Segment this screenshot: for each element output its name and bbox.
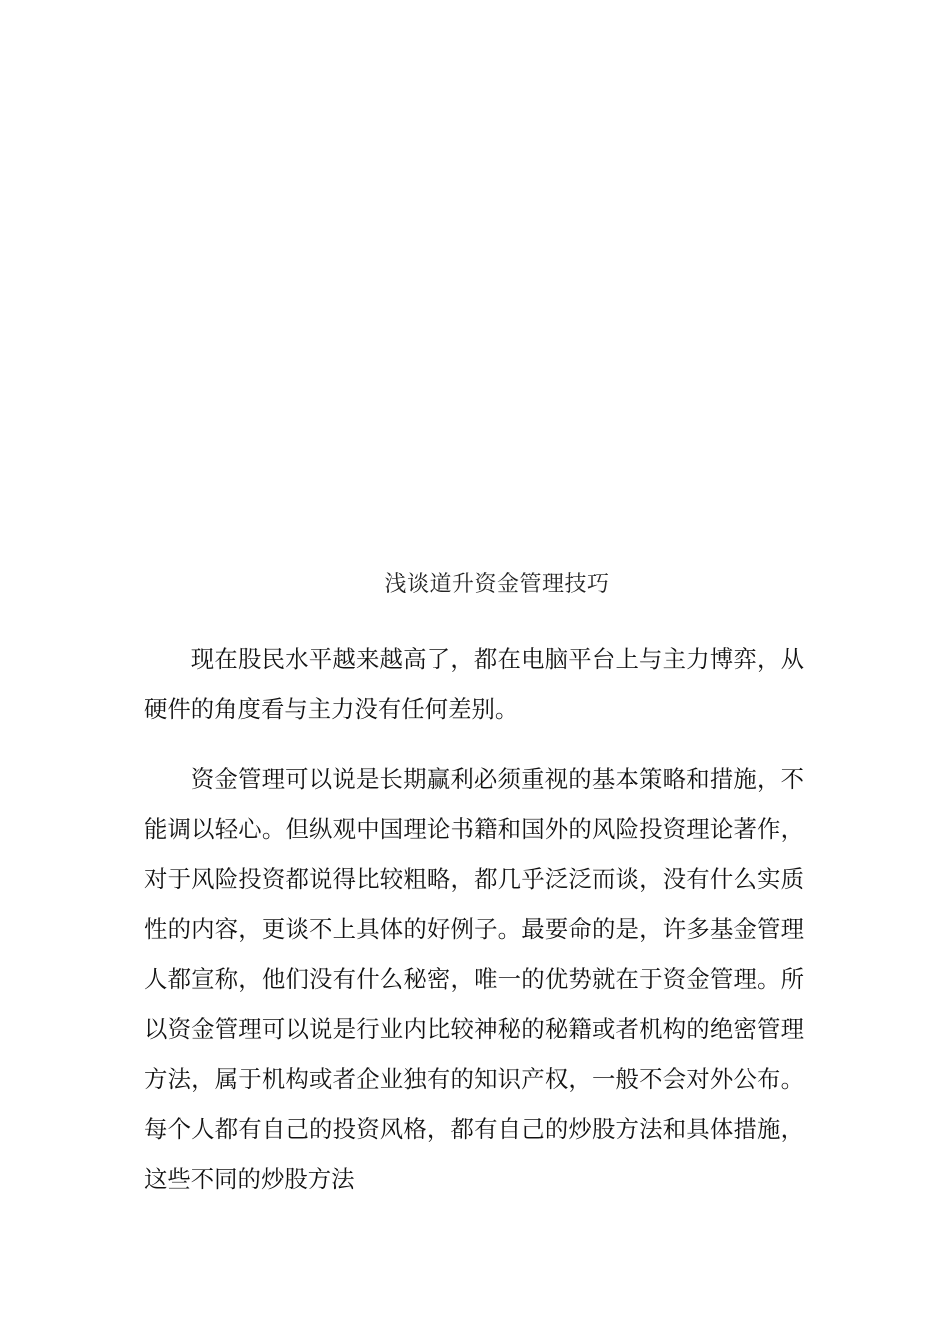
paragraph-2: 资金管理可以说是长期赢利必须重视的基本策略和措施，不能调以轻心。但纵观中国理论书籍和国外的风险投资理论著作，对于风险投资都说得比较粗略，都几乎泛泛而谈，没有什么实质性的内容，更谈不上具体的好例子。最要命的是，许多基金管理人都宣称，他们没有什么秘密，唯一的优势就在于资金管理。所以资金管理可以说是行业内比较神秘的秘籍或者机构的绝密管理方法，属于机构或者企业独有的知识产权，一般不会对外公布。每个人都有自己的投资风格，都有自己的炒股方法和具体措施，这些不同的炒股方法 <box>144 765 804 1193</box>
document-title: 浅谈道升资金管理技巧 <box>384 572 610 597</box>
paragraph-1: 现在股民水平越来越高了，都在电脑平台上与主力博弈，从硬件的角度看与主力没有任何差别。 <box>144 645 804 723</box>
